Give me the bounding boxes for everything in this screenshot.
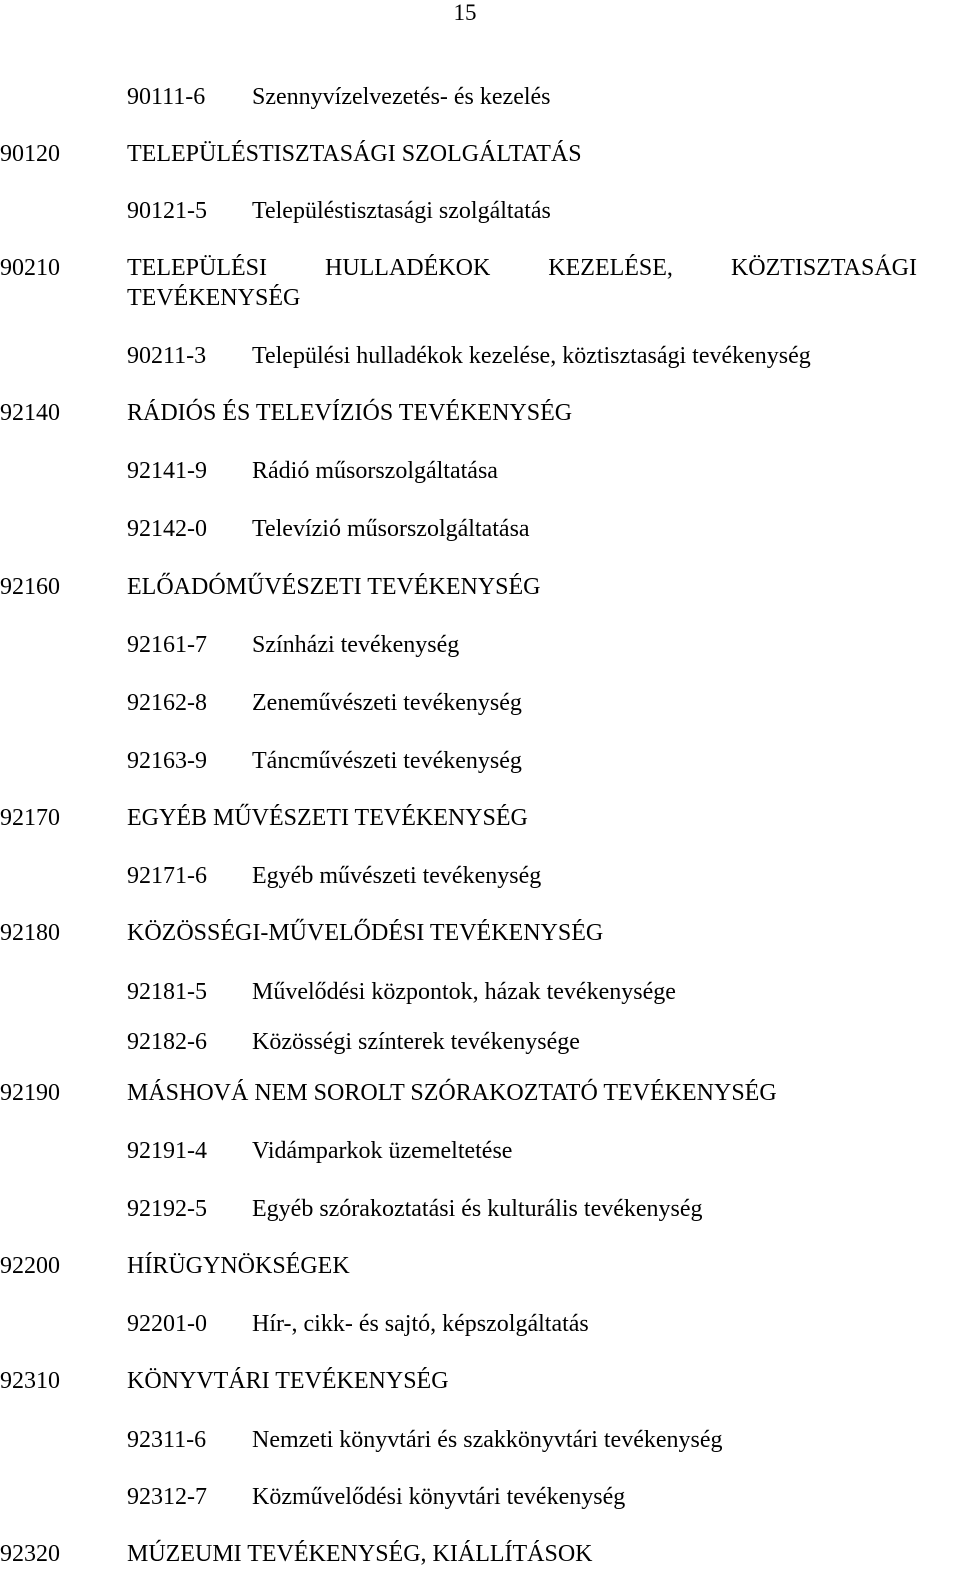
sub-code: 92162-8	[127, 690, 207, 716]
sub-code: 92142-0	[127, 516, 207, 542]
page-number: 15	[453, 0, 477, 25]
main-code: 92310	[0, 1368, 60, 1394]
main-code: 92320	[0, 1541, 60, 1567]
sub-label: Művelődési központok, házak tevékenysége	[252, 979, 676, 1005]
sub-label: Szennyvízelvezetés- és kezelés	[252, 84, 551, 110]
main-label: TELEPÜLÉSI HULLADÉKOK KEZELÉSE, KÖZTISZTASÁGI TEVÉKENYSÉG	[127, 255, 917, 311]
sub-label: Települési hulladékok kezelése, köztisztasági tevékenység	[252, 343, 811, 369]
main-label: RÁDIÓS ÉS TELEVÍZIÓS TEVÉKENYSÉG	[127, 400, 573, 426]
main-label: HÍRÜGYNÖKSÉGEK	[127, 1253, 350, 1279]
main-label: ELŐADÓMŰVÉSZETI TEVÉKENYSÉG	[127, 574, 541, 600]
sub-label: Egyéb művészeti tevékenység	[252, 863, 542, 889]
sub-label: Településtisztasági szolgáltatás	[252, 198, 551, 224]
main-code: 92180	[0, 920, 60, 946]
sub-label: Rádió műsorszolgáltatása	[252, 458, 498, 484]
sub-label: Közművelődési könyvtári tevékenység	[252, 1484, 626, 1510]
sub-label: Nemzeti könyvtári és szakkönyvtári tevékenység	[252, 1427, 723, 1453]
sub-code: 90121-5	[127, 198, 207, 224]
sub-label: Zeneművészeti tevékenység	[252, 690, 522, 716]
sub-label: Egyéb szórakoztatási és kulturális tevékenység	[252, 1196, 703, 1222]
main-label: MÁSHOVÁ NEM SOROLT SZÓRAKOZTATÓ TEVÉKENYSÉG	[127, 1080, 777, 1106]
sub-label: Televízió műsorszolgáltatása	[252, 516, 530, 542]
sub-label: Közösségi színterek tevékenysége	[252, 1029, 580, 1055]
sub-code: 92312-7	[127, 1484, 207, 1510]
sub-code: 90211-3	[127, 343, 207, 369]
main-code: 92200	[0, 1253, 60, 1279]
main-code: 90210	[0, 255, 60, 281]
main-code: 92190	[0, 1080, 60, 1106]
sub-label: Hír-, cikk- és sajtó, képszolgáltatás	[252, 1311, 589, 1337]
sub-label: Táncművészeti tevékenység	[252, 748, 522, 774]
sub-code: 92161-7	[127, 632, 207, 658]
main-code: 92160	[0, 574, 60, 600]
main-code: 90120	[0, 141, 60, 167]
main-label: MÚZEUMI TEVÉKENYSÉG, KIÁLLÍTÁSOK	[127, 1541, 593, 1567]
sub-code: 92163-9	[127, 748, 207, 774]
sub-code: 90111-6	[127, 84, 206, 110]
sub-code: 92191-4	[127, 1138, 207, 1164]
main-label: KÖNYVTÁRI TEVÉKENYSÉG	[127, 1368, 449, 1394]
sub-code: 92141-9	[127, 458, 207, 484]
sub-code: 92171-6	[127, 863, 207, 889]
sub-code: 92192-5	[127, 1196, 207, 1222]
sub-label: Színházi tevékenység	[252, 632, 460, 658]
sub-code: 92182-6	[127, 1029, 207, 1055]
main-label: KÖZÖSSÉGI-MŰVELŐDÉSI TEVÉKENYSÉG	[127, 920, 604, 946]
sub-code: 92311-6	[127, 1427, 207, 1453]
main-label: TELEPÜLÉSTISZTASÁGI SZOLGÁLTATÁS	[127, 141, 582, 167]
sub-code: 92201-0	[127, 1311, 207, 1337]
main-code: 92170	[0, 805, 60, 831]
main-code: 92140	[0, 400, 60, 426]
sub-code: 92181-5	[127, 979, 207, 1005]
main-label: EGYÉB MŰVÉSZETI TEVÉKENYSÉG	[127, 805, 528, 831]
sub-label: Vidámparkok üzemeltetése	[252, 1138, 513, 1164]
